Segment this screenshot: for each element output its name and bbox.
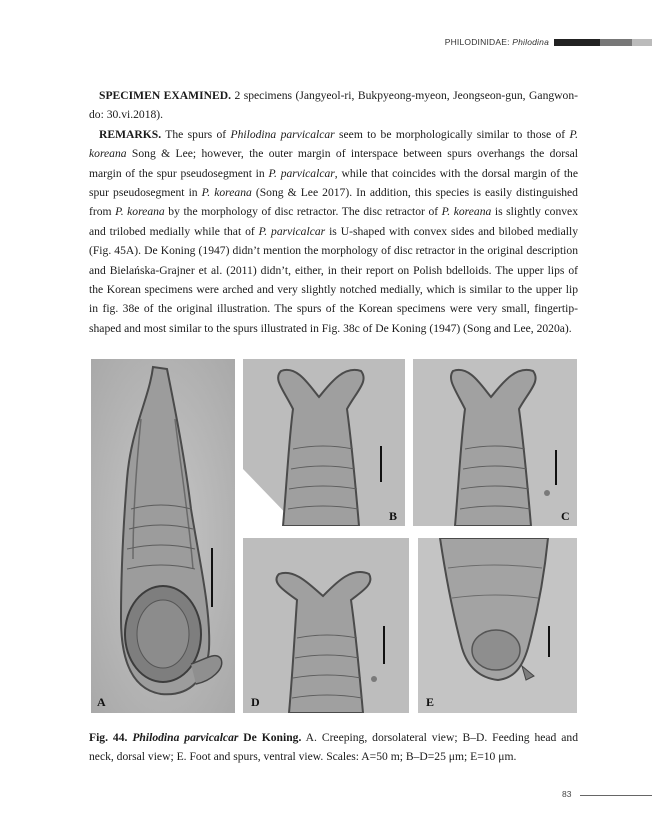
remarks-text: , while that coincides with the dorsal margin of the spur pseudosegment in — [89, 166, 578, 200]
caption-label: Fig. 44. — [89, 731, 128, 744]
rotifer-head-image — [243, 359, 405, 526]
figure-caption — [89, 728, 578, 766]
remarks-text: The spurs of — [161, 127, 231, 141]
specimen-heading: SPECIMEN EXAMINED. — [99, 89, 231, 102]
rotifer-head-image — [243, 538, 409, 713]
header-family: PHILODINIDAE: — [444, 37, 510, 47]
caption-author: De Koning. — [238, 731, 302, 744]
species-name: P. koreana — [441, 205, 492, 219]
rotifer-head-image — [413, 359, 577, 526]
running-header — [445, 36, 652, 48]
specimen-text: 2 specimens (Jangyeol-ri, Bukpyeong-myeon, Jeongseon-gun, Gangwon-do: 30.vi.2018). — [89, 89, 578, 122]
specimen-paragraph — [89, 86, 578, 125]
micrograph-panel-a — [91, 359, 235, 713]
panel-label-b: B — [389, 509, 398, 523]
running-header-text — [445, 37, 549, 47]
caption-species: Philodina parvicalcar — [132, 731, 239, 744]
remarks-paragraph — [89, 125, 578, 338]
remarks-text: by the morphology of disc retractor. The disc retractor of — [164, 205, 442, 219]
species-name: P. parvicalcar — [268, 166, 335, 180]
rotifer-foot-image — [418, 538, 577, 713]
species-name: P. koreana — [201, 186, 252, 200]
header-bar-light — [632, 39, 652, 46]
species-name: Philodina parvicalcar — [230, 127, 335, 141]
header-bar-dark — [554, 39, 600, 46]
micrograph-panel-e — [418, 538, 577, 713]
footer-rule — [580, 795, 652, 796]
header-bar-mid — [600, 39, 632, 46]
micrograph-panel-c — [413, 359, 577, 526]
remarks-text: Song & Lee; however, the outer margin of interspace between spurs overhangs the dorsal margin of the spur pseudosegment in — [89, 147, 578, 180]
panel-label-a: A — [97, 695, 106, 709]
rotifer-creeping-image — [91, 359, 235, 713]
header-genus: Philodina — [512, 37, 549, 47]
micrograph-panel-b — [243, 359, 405, 526]
panel-label-d: D — [251, 695, 260, 709]
panel-label-e: E — [426, 695, 435, 709]
body-text — [89, 86, 578, 338]
remarks-text: is U-shaped with convex sides and bilobed medially (Fig. 45A). De Koning (1947) didn’t mention the morphology of disc retractor in the original description and Bielańska-Grajner et al. (2011) didn’t, either, in their report on Polish bdelloids. The upper lips of the Korean specimens were arched and very slightly notched medially, which is similar to the upper lip in fig. 38e of the original illustration. The spurs of the Korean specimens were very small, fingertip-shaped and most similar to the spurs illustrated in Fig. 38c of De Koning (1947) (Song and Lee, 2020a). — [89, 224, 578, 335]
species-name: P. parvicalcar — [258, 224, 326, 238]
species-name: P. koreana — [115, 205, 165, 219]
remarks-heading: REMARKS. — [99, 127, 162, 141]
panel-label-c: C — [561, 509, 570, 523]
caption-text: A. Creeping, dorsolateral view; B–D. Feeding head and neck, dorsal view; E. Foot and spurs, ventral view. Scales: A=50 m; B–D=25 μm; E=10 μm. — [89, 731, 578, 763]
remarks-text: (Song & Lee 2017). In addition, this species is easily distinguished from — [89, 186, 578, 219]
species-name: P. koreana — [89, 127, 578, 161]
micrograph-panel-d — [243, 538, 409, 713]
remarks-text: seem to be morphologically similar to those of — [334, 127, 570, 141]
page-number: 83 — [562, 789, 572, 799]
remarks-text: is slightly convex and trilobed medially while that of — [89, 205, 578, 238]
